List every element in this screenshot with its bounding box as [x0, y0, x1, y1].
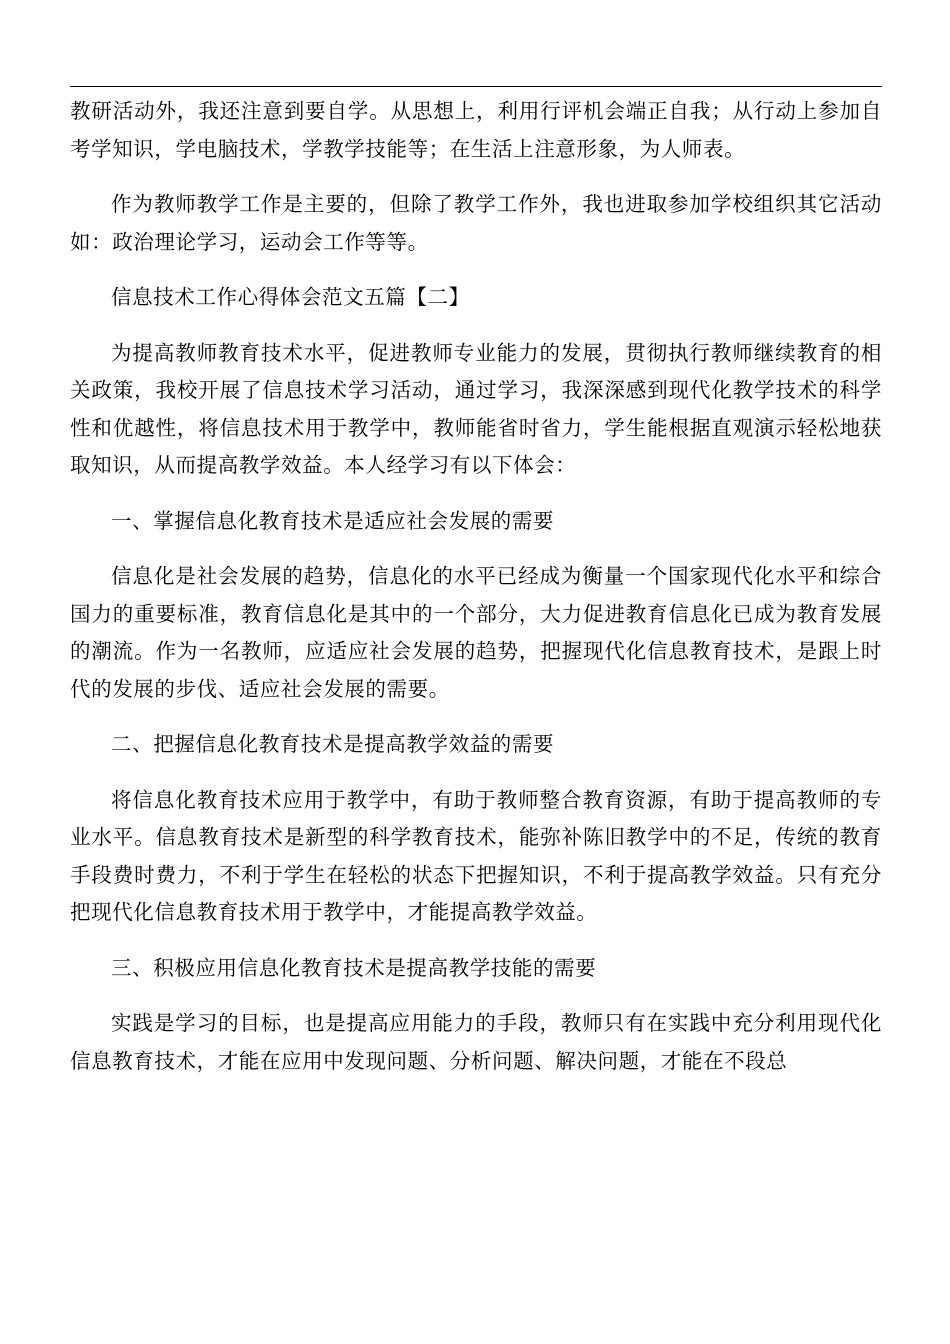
paragraph-point-one: 信息化是社会发展的趋势，信息化的水平已经成为衡量一个国家现代化水平和综合国力的重要标准，教育信息化是其中的一个部分，大力促进教育信息化已成为教育发展的潮流。作为一名教师，应适应社会发展的趋势，把握现代化信息教育技术，是跟上时代的发展的步伐、适应社会发展的需要。: [70, 564, 882, 701]
paragraph-point-three: 实践是学习的目标，也是提高应用能力的手段，教师只有在实践中充分利用现代化信息教育技术，才能在应用中发现问题、分析问题、解决问题，才能在不段总: [70, 1011, 882, 1073]
paragraph-intro: 为提高教师教育技术水平，促进教师专业能力的发展，贯彻执行教师继续教育的相关政策，我校开展了信息技术学习活动，通过学习，我深深感到现代化教学技术的科学性和优越性，将信息技术用于教学中，教师能省时省力，学生能根据直观演示轻松地获取知识，从而提高教学效益。本人经学习有以下体会：: [70, 340, 882, 477]
document-body: [70, 93, 882, 1098]
header-rule: [70, 86, 882, 87]
heading-point-two: 二、把握信息化教育技术是提高教学效益的需要: [111, 732, 555, 756]
paragraph-point-two: 将信息化教育技术应用于教学中，有助于教师整合教育资源，有助于提高教师的专业水平。信息教育技术是新型的科学教育技术，能弥补陈旧教学中的不足，传统的教育手段费时费力，不利于学生在轻松的状态下把握知识，不利于提高教学效益。只有充分把现代化信息教育技术用于教学中，才能提高教学效益。: [70, 787, 882, 924]
paragraph-continuation: 教研活动外，我还注意到要自学。从思想上，利用行评机会端正自我；从行动上参加自考学知识，学电脑技术，学教学技能等；在生活上注意形象，为人师表。: [70, 99, 882, 161]
section-title: 信息技术工作心得体会范文五篇【二】: [111, 285, 470, 309]
heading-point-one: 一、掌握信息化教育技术是适应社会发展的需要: [111, 508, 555, 533]
paragraph-teaching-work: 作为教师教学工作是主要的，但除了教学工作外，我也进取参加学校组织其它活动如：政治理论学习，运动会工作等等。: [70, 192, 882, 254]
heading-point-three: 三、积极应用信息化教育技术是提高教学技能的需要: [111, 955, 597, 980]
